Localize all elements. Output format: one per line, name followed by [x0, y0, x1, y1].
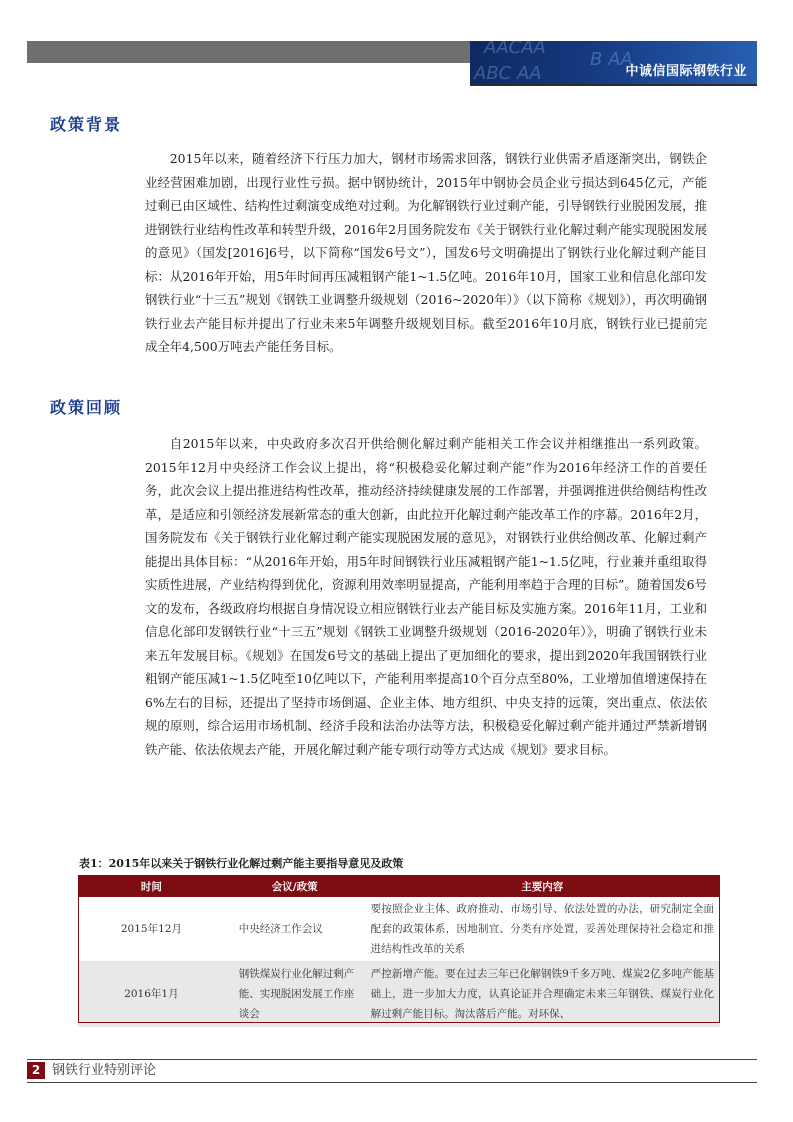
banner-watermark: B AA: [590, 49, 633, 70]
policy-table: [78, 875, 720, 1027]
header-banner: [470, 41, 757, 84]
table-cell-time: 2016年1月: [78, 961, 225, 1027]
table-cell-meeting: 中央经济工作会议: [225, 897, 365, 961]
table-cell-content: 严控新增产能。要在过去三年已化解钢铁9千多万吨、煤炭2亿多吨产能基础上，进一步加大力度，认真论证并合理确定未来三年钢铁、煤炭行业化解过剩产能目标。淘汰落后产能。对环保、: [365, 961, 720, 1027]
banner-watermark: ABC AA: [474, 63, 542, 84]
table-header-time: 时间: [78, 875, 225, 897]
footer-divider-bottom: [27, 1082, 757, 1083]
table-row: [78, 961, 720, 1027]
header-divider: [470, 84, 757, 86]
banner-watermark: AACAA: [484, 41, 546, 58]
page-number: 2: [27, 1062, 45, 1079]
table-header-row: [78, 875, 720, 897]
table-cell-meeting: 钢铁煤炭行业化解过剩产能、实现脱困发展工作座谈会: [225, 961, 365, 1027]
table-header-meeting: 会议/政策: [225, 875, 365, 897]
table-caption: 表1：2015年以来关于钢铁行业化解过剩产能主要指导意见及政策: [79, 857, 404, 870]
section-title-policy-review: 政策回顾: [50, 398, 123, 417]
paragraph-policy-background: 2015年以来，随着经济下行压力加大，钢材市场需求回落，钢铁行业供需矛盾逐渐突出，钢铁企业经营困难加剧，出现行业性亏损。据中钢协统计，2015年中钢协会员企业亏损达到645亿元，产能过剩已由区域性、结构性过剩演变成绝对过剩。为化解钢铁行业过剩产能，引导钢铁行业脱困发展，推进钢铁行业结构性改革和转型升级，2016年2月国务院发布《关于钢铁行业化解过剩产能实现脱困发展的意见》（国发[2016]6号，以下简称“国发6号文”），国发6号文明确提出了钢铁行业化解过剩产能目标：从2016年开始，用5年时间再压减粗钢产能1~1.5亿吨。2016年10月，国家工业和信息化部印发钢铁行业“十三五”规划《钢铁工业调整升级规划（2016~2020年）》（以下简称《规划》），再次明确钢铁行业去产能目标并提出了行业未来5年调整升级规划目标。截至2016年10月底，钢铁行业已提前完成全年4,500万吨去产能任务目标。: [145, 151, 707, 354]
table-header-content: 主要内容: [365, 875, 720, 897]
header-brand-title: 中诚信国际钢铁行业: [625, 64, 747, 79]
footer-title: 钢铁行业特别评论: [52, 1063, 157, 1078]
table-cell-content: 要按照企业主体、政府推动、市场引导、依法处置的办法，研究制定全面配套的政策体系，因地制宜、分类有序处置，妥善处理保持社会稳定和推进结构性改革的关系: [365, 897, 720, 961]
table-row: [78, 897, 720, 961]
footer-divider-top: [27, 1059, 757, 1060]
section-title-policy-background: 政策背景: [50, 115, 123, 134]
paragraph-policy-review: 自2015年以来，中央政府多次召开供给侧化解过剩产能相关工作会议并相继推出一系列政策。2015年12月中央经济工作会议上提出，将“积极稳妥化解过剩产能”作为2016年经济工作的首要任务，此次会议上提出推进结构性改革，推动经济持续健康发展的工作部署，并强调推进供给侧结构性改革，是适应和引领经济发展新常态的重大创新，由此拉开化解过剩产能改革工作的序幕。2016年2月，国务院发布《关于钢铁行业化解过剩产能实现脱困发展的意见》，对钢铁行业供给侧改革、化解过剩产能提出具体目标：“从2016年开始，用5年时间钢铁行业压减粗钢产能1~1.5亿吨，行业兼并重组取得实质性进展，产业结构得到优化，资源利用效率明显提高，产能利用率趋于合理的目标”。随着国发6号文的发布，各级政府均根据自身情况设立相应钢铁行业去产能目标及实施方案。2016年11月，工业和信息化部印发钢铁行业“十三五”规划《钢铁工业调整升级规划（2016-2020年）》，明确了钢铁行业未来五年发展目标。《规划》在国发6号文的基础上提出了更加细化的要求，提出到2020年我国钢铁行业粗钢产能压减1~1.5亿吨至10亿吨以下，产能利用率提高10个百分点至80%，工业增加值增速保持在6%左右的目标，还提出了坚持市场倒逼、企业主体、地方组织、中央支持的远策，突出重点、依法依规的原则，综合运用市场机制、经济手段和法治办法等方法，积极稳妥化解过剩产能并通过严禁新增钢铁产能、依法依规去产能，开展化解过剩产能专项行动等方式达成《规划》要求目标。: [145, 436, 707, 757]
table-cell-time: 2015年12月: [78, 897, 225, 961]
